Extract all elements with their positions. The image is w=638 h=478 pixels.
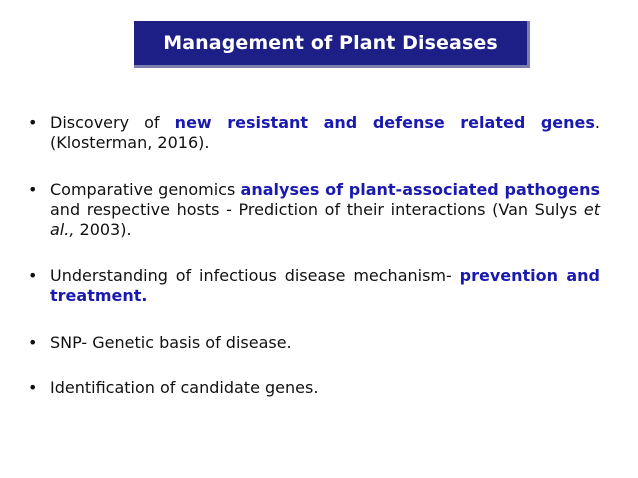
bullet-2-text-a: Comparative genomics [50,180,241,199]
bullet-2-text-c: 2003). [74,220,132,239]
bullet-5-text: Identification of candidate genes. [50,378,319,397]
bullet-text-1 [50,113,600,153]
slide-title: Management of Plant Diseases [163,32,498,54]
bullet-item-4 [28,333,600,353]
bullet-text-3 [50,266,600,306]
bullet-marker: • [28,378,38,397]
bullet-item-5 [28,378,600,398]
bullet-1-text-b: . (Klosterman, 2016). [50,113,601,152]
bullet-marker: • [28,266,38,285]
bullet-item-2 [28,180,600,240]
bullet-text-4 [50,333,600,353]
bullet-2-italic: et al., [50,200,600,239]
bullet-item-3 [28,266,600,306]
bullet-marker: • [28,113,38,132]
bullet-3-text-a: Understanding of infectious disease mechanism- [50,266,460,285]
bullet-2-text-b: and respective hosts - Prediction of their interactions (Van Sulys [50,200,584,219]
bullet-1-highlight: new resistant and defense related genes [174,113,595,132]
bullet-marker: • [28,333,38,352]
bullet-2-highlight: analyses of plant-associated pathogens [240,180,601,199]
bullet-text-2 [50,180,600,240]
bullet-3-highlight: prevention and treatment. [50,266,601,305]
bullet-1-text-a: Discovery of [50,113,175,132]
title-banner [134,21,530,68]
bullet-4-text: SNP- Genetic basis of disease. [50,333,292,352]
bullet-text-5 [50,378,600,398]
bullet-item-1 [28,113,600,153]
bullet-marker: • [28,180,38,199]
